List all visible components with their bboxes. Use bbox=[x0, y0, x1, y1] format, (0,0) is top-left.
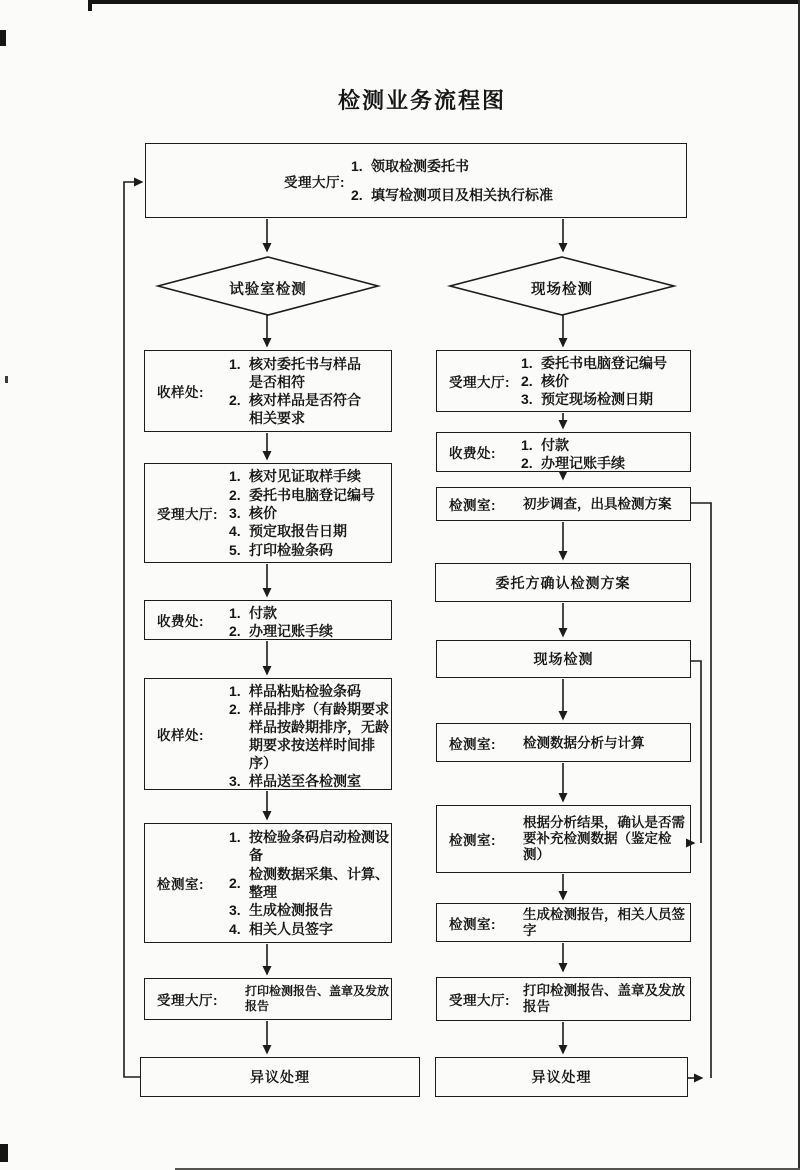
node-label: 收样处: bbox=[157, 728, 204, 743]
node-text: 初步调查，出具检测方案 bbox=[523, 496, 672, 512]
list-item bbox=[229, 355, 389, 391]
node-text: 现场检测 bbox=[533, 651, 594, 667]
node-label: 收样处: bbox=[157, 385, 204, 400]
list-item bbox=[229, 541, 389, 559]
item-number: 3. bbox=[229, 902, 241, 919]
node-item-list bbox=[229, 679, 389, 789]
node-item-list bbox=[229, 601, 389, 639]
item-text: 委托书电脑登记编号 bbox=[249, 486, 375, 503]
node-item-list bbox=[521, 433, 688, 471]
item-text: 样品排序（有龄期要求样品按龄期排序，无龄期要求按送样时间排序） bbox=[249, 701, 389, 771]
item-number: 1. bbox=[229, 468, 241, 485]
list-item bbox=[229, 901, 389, 919]
item-text: 核价 bbox=[541, 373, 569, 389]
loop-left-dispute-to-top bbox=[124, 182, 142, 1077]
item-number: 1. bbox=[229, 683, 241, 699]
node-reception-hall-intake bbox=[145, 143, 687, 218]
node-text: 异议处理 bbox=[531, 1069, 592, 1085]
node-label: 受理大厅: bbox=[157, 993, 218, 1008]
item-text: 打印检验条码 bbox=[249, 541, 333, 558]
list-item bbox=[521, 436, 688, 454]
node-client-confirm-plan bbox=[435, 563, 691, 602]
item-text: 付款 bbox=[249, 605, 277, 621]
item-number: 5. bbox=[229, 541, 241, 558]
node-text: 打印检测报告、盖章及发放报告 bbox=[523, 983, 685, 1014]
item-text: 生成检测报告 bbox=[249, 902, 333, 919]
item-number: 4. bbox=[229, 523, 241, 540]
list-item bbox=[351, 186, 684, 204]
item-number: 1. bbox=[229, 355, 241, 372]
node-onsite-testing bbox=[436, 640, 691, 678]
item-text: 检测数据采集、计算、整理 bbox=[249, 865, 389, 900]
list-item bbox=[351, 157, 684, 175]
item-text: 核价 bbox=[249, 504, 277, 521]
item-text: 委托书电脑登记编号 bbox=[541, 355, 667, 371]
item-text: 预定取报告日期 bbox=[249, 523, 347, 540]
item-number: 2. bbox=[229, 623, 241, 639]
item-number: 1. bbox=[229, 605, 241, 621]
item-number: 1. bbox=[229, 828, 241, 845]
loop-right-inner bbox=[691, 661, 701, 843]
list-item bbox=[229, 604, 389, 622]
node-text: 打印检测报告、盖章及发放报告 bbox=[245, 984, 390, 1013]
node-label: 检测室: bbox=[449, 833, 496, 848]
node-label: 受理大厅: bbox=[157, 507, 218, 522]
node-sample-receiving-sorting bbox=[144, 678, 392, 790]
scan-speck-artifact bbox=[0, 1144, 8, 1162]
node-label: 收费处: bbox=[157, 614, 204, 629]
item-number: 2. bbox=[521, 455, 533, 471]
node-testing-room-survey bbox=[436, 487, 691, 521]
item-number: 2. bbox=[229, 486, 241, 503]
scan-edge-artifact bbox=[88, 0, 800, 4]
item-number: 3. bbox=[229, 773, 241, 789]
node-label: 检测室: bbox=[449, 498, 496, 513]
node-text: 委托方确认检测方案 bbox=[495, 574, 631, 591]
node-item-list bbox=[351, 144, 684, 217]
item-text: 填写检测项目及相关执行标准 bbox=[371, 186, 553, 203]
item-number: 2. bbox=[229, 874, 241, 891]
item-text: 样品粘贴检验条码 bbox=[249, 683, 361, 699]
node-dispute-handling-onsite bbox=[435, 1057, 688, 1097]
node-label: 检测室: bbox=[449, 736, 496, 752]
node-item-list bbox=[229, 464, 389, 562]
list-item bbox=[521, 372, 688, 390]
scan-speck-artifact bbox=[5, 376, 8, 383]
onsite-branch-diamond-label: 现场检测 bbox=[531, 282, 593, 298]
lab-branch-diamond-label: 试验室检测 bbox=[229, 282, 307, 298]
node-testing-room-supplement-check bbox=[436, 805, 691, 873]
item-text: 办理记账手续 bbox=[249, 623, 333, 639]
node-label: 受理大厅: bbox=[449, 375, 510, 390]
list-item bbox=[521, 354, 688, 372]
item-text: 核对见证取样手续 bbox=[249, 468, 361, 485]
item-text: 领取检测委托书 bbox=[371, 158, 469, 175]
list-item bbox=[229, 828, 389, 864]
node-text: 生成检测报告，相关人员签字 bbox=[523, 906, 685, 938]
item-text: 办理记账手续 bbox=[541, 455, 625, 471]
scan-speck-artifact bbox=[0, 30, 6, 46]
item-number: 2. bbox=[521, 373, 533, 389]
list-item bbox=[229, 700, 389, 772]
item-number: 2. bbox=[229, 392, 241, 409]
node-label: 检测室: bbox=[449, 916, 496, 932]
node-testing-room-analysis bbox=[436, 723, 691, 762]
list-item bbox=[229, 772, 389, 790]
node-reception-hall-registration bbox=[144, 463, 392, 563]
item-number: 4. bbox=[229, 921, 241, 938]
node-reception-hall-report-issue-lab bbox=[144, 978, 392, 1020]
node-sample-receiving-check bbox=[144, 350, 392, 432]
item-number: 2. bbox=[351, 186, 363, 203]
item-number: 2. bbox=[229, 701, 241, 717]
node-testing-room-report-sign bbox=[436, 903, 691, 942]
list-item bbox=[229, 865, 389, 901]
node-label: 受理大厅: bbox=[284, 174, 345, 190]
node-text: 异议处理 bbox=[250, 1069, 310, 1085]
item-text: 预定现场检测日期 bbox=[541, 391, 653, 407]
list-item bbox=[521, 454, 688, 472]
item-text: 相关人员签字 bbox=[249, 921, 333, 938]
item-text: 付款 bbox=[541, 437, 569, 453]
item-number: 3. bbox=[521, 391, 533, 407]
node-label: 检测室: bbox=[157, 877, 204, 892]
node-text: 根据分析结果，确认是否需要补充检测数据（鉴定检测） bbox=[523, 815, 685, 862]
item-text: 按检验条码启动检测设备 bbox=[249, 828, 389, 863]
node-label: 受理大厅: bbox=[449, 993, 510, 1008]
item-text: 核对样品是否符合相关要求 bbox=[249, 392, 361, 427]
node-item-list bbox=[521, 351, 688, 411]
item-number: 1. bbox=[521, 437, 533, 453]
node-label: 收费处: bbox=[449, 446, 496, 461]
item-text: 核对委托书与样品是否相符 bbox=[249, 355, 361, 390]
list-item bbox=[229, 486, 389, 504]
list-item bbox=[229, 622, 389, 640]
node-testing-room-lab bbox=[144, 823, 392, 943]
list-item bbox=[229, 504, 389, 522]
node-reception-hall-report-issue-onsite bbox=[436, 977, 691, 1021]
scan-edge-artifact bbox=[88, 0, 92, 11]
item-number: 1. bbox=[351, 158, 363, 175]
node-item-list bbox=[229, 824, 389, 942]
item-number: 3. bbox=[229, 504, 241, 521]
node-cashier-onsite bbox=[436, 432, 691, 472]
item-number: 1. bbox=[521, 355, 533, 371]
node-item-list bbox=[229, 351, 389, 431]
list-item bbox=[229, 467, 389, 485]
node-cashier-lab bbox=[144, 600, 392, 640]
page-title: 检测业务流程图 bbox=[338, 88, 507, 113]
node-text: 检测数据分析与计算 bbox=[523, 735, 645, 750]
list-item bbox=[229, 920, 389, 938]
item-text: 样品送至各检测室 bbox=[249, 773, 361, 789]
node-reception-hall-onsite bbox=[436, 350, 691, 412]
node-dispute-handling-lab bbox=[140, 1057, 420, 1097]
list-item bbox=[521, 390, 688, 408]
list-item bbox=[229, 682, 389, 700]
list-item bbox=[229, 391, 389, 427]
list-item bbox=[229, 522, 389, 540]
